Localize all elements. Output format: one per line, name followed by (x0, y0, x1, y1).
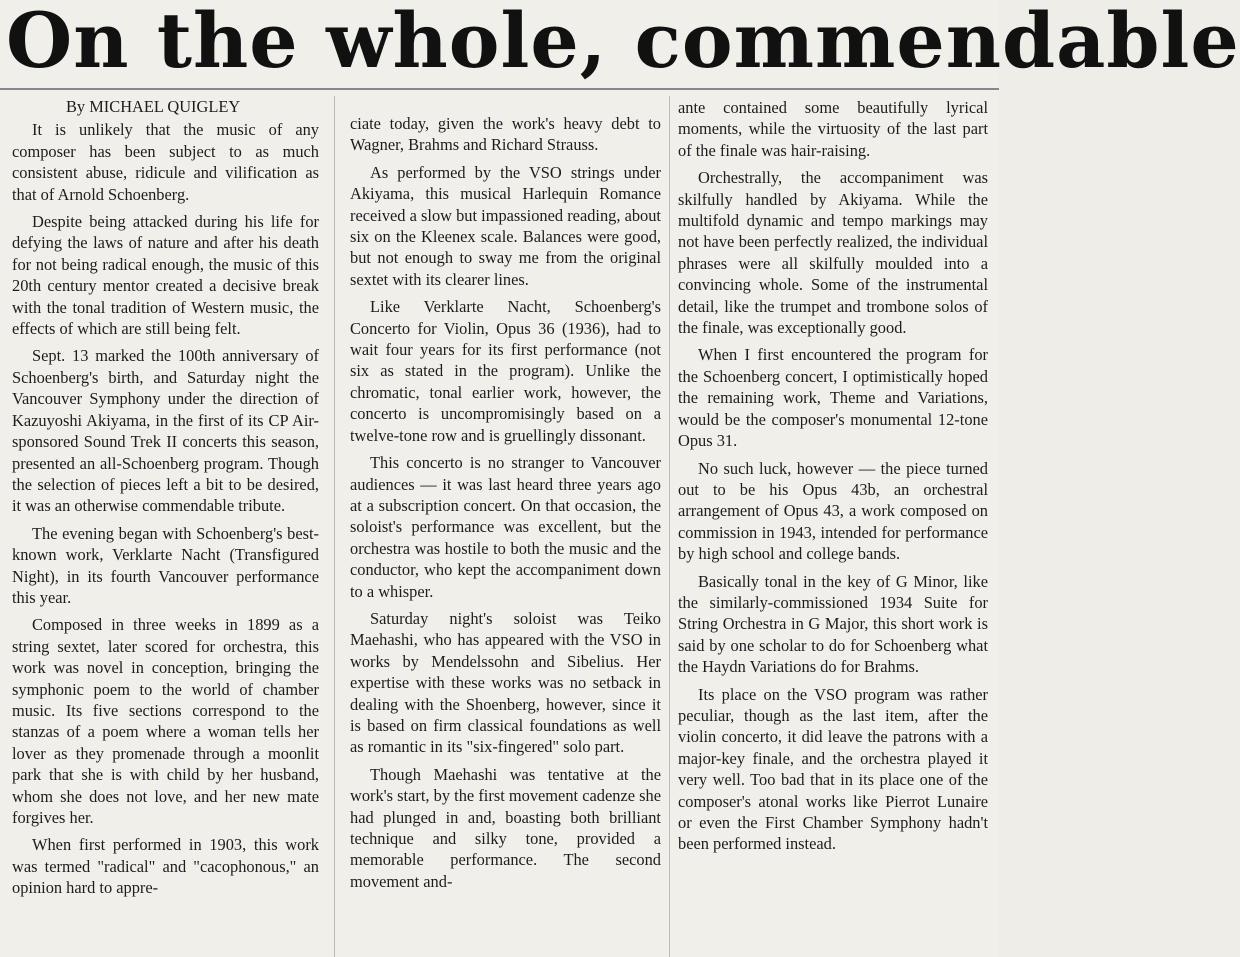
paragraph: ante contained some beautifully lyrical moments, while the virtuosity of the last part of the finale was hair-raising. (678, 98, 988, 160)
paragraph: Basically tonal in the key of G Minor, like the similarly-commissioned 1934 Suite for String Orchestra in G Major, this short work is said by one scholar to do for Schoenberg what the Haydn Variations do for Brahms. (678, 571, 988, 677)
paragraph: Composed in three weeks in 1899 as a string sextet, later scored for orchestra, this work was novel in conception, bringing the symphonic poem to the world of chamber music. Its five sections correspond to the stanzas of a poem where a woman tells her lover as they promenade through a moonlit park that she is with child by her husband, whom she does not love, and her new mate forgives her. (12, 615, 319, 827)
paragraph: It is unlikely that the music of any composer has been subject to as much consistent abuse, ridicule and vilification as that of Arnold Schoenberg. (12, 120, 319, 204)
paragraph: Saturday night's soloist was Teiko Maehashi, who has appeared with the VSO in works by Mendelssohn and Sibelius. Her expertise with these works was no setback in dealing with the Shoenberg, however, since it is based on firm classical foundations as well as romantic in its "six-fingered" solo part. (350, 608, 661, 757)
paragraph: Like Verklarte Nacht, Schoenberg's Concerto for Violin, Opus 36 (1936), had to wait four years for its first performance (not six as stated in the program). Unlike the chromatic, tonal earlier work, however, the concerto is uncompromisingly based on a twelve-tone row and is gruellingly dissonant. (350, 297, 661, 445)
paragraph: This concerto is no stranger to Vancouver audiences — it was last heard three years ago at a subscription concert. On that occasion, the soloist's performance was excellent, but the orchestra was hostile to both the music and the conductor, who kept the accompaniment down to a whisper. (350, 453, 661, 601)
column-divider (334, 96, 335, 957)
paragraph: When first performed in 1903, this work was termed "radical" and "cacophonous," an opinion hard to appre- (12, 835, 319, 898)
column-divider (669, 96, 670, 957)
paragraph: Sept. 13 marked the 100th anniversary of Schoenberg's birth, and Saturday night the Vancouver Symphony under the direction of Kazuyoshi Akiyama, in the first of its CP Air-sponsored Sound Trek II concerts this season, presented an all-Schoenberg program. Though the selection of pieces left a bit to be desired, it was an otherwise commendable tribute. (12, 346, 319, 516)
paragraph: Its place on the VSO program was rather peculiar, though as the last item, after the violin concerto, it did leave the patrons with a major-key finale, and the orchestra played it very well. Too bad that in its place one of the composer's atonal works like Pierrot Lunaire or even the First Chamber Symphony hadn't been performed instead. (678, 684, 988, 854)
article-column-1 (12, 96, 319, 957)
article-column-3 (678, 97, 988, 957)
paragraph: As performed by the VSO strings under Akiyama, this musical Harlequin Romance received a slow but impassioned reading, about six on the Kleenex scale. Balances were good, but not enough to sway me from the original sextet with its clearer lines. (350, 162, 661, 289)
paragraph: No such luck, however — the piece turned out to be his Opus 43b, an orchestral arrangement of Opus 43, a work composed on commission in 1943, intended for performance by high school and college bands. (678, 458, 988, 564)
paragraph: Despite being attacked during his life for defying the laws of nature and after his death for not being radical enough, the music of this 20th century mentor created a decisive break with the tonal tradition of Western music, the effects of which are still being felt. (12, 212, 319, 339)
paragraph: ciate today, given the work's heavy debt to Wagner, Brahms and Richard Strauss. (350, 114, 661, 155)
paragraph: Though Maehashi was tentative at the work's start, by the first movement cadenze she had plunged in and, boasting both brilliant technique and silky tone, provided a memorable performance. The second movement and- (350, 764, 661, 891)
headline-rule (0, 88, 999, 90)
byline: By MICHAEL QUIGLEY (66, 97, 241, 116)
article-column-2 (350, 113, 661, 957)
paragraph: Orchestrally, the accompaniment was skilfully handled by Akiyama. While the multifold dynamic and tempo markings may not have been perfectly realized, the individual phrases were all skilfully moulded into a convincing whole. Some of the instrumental detail, like the trumpet and trombone solos of the finale, was exceptionally good. (678, 168, 988, 338)
paragraph: The evening began with Schoenberg's best-known work, Verklarte Nacht (Transfigured Night), in its fourth Vancouver performance this year. (12, 523, 319, 607)
paragraph: When I first encountered the program for the Schoenberg concert, I optimistically hoped the remaining work, Theme and Variations, would be the composer's monumental 12-tone Opus 31. (678, 345, 988, 451)
headline: On the whole, commendable (6, 0, 1240, 85)
